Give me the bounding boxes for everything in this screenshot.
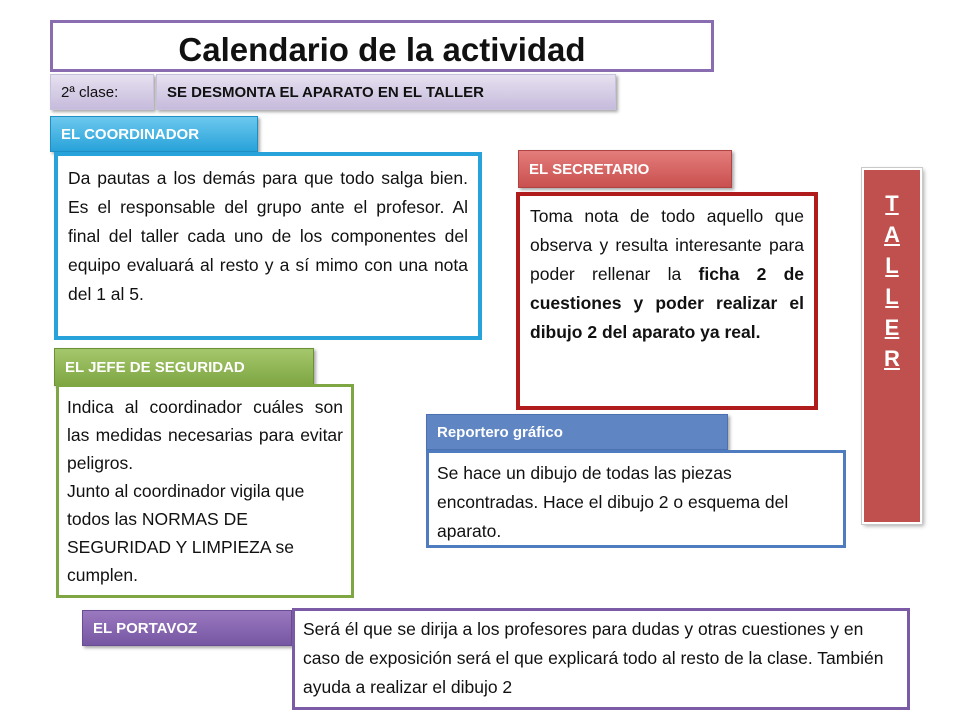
taller-letter: L [885,284,899,309]
taller-letter: R [884,346,900,371]
reportero-text: Se hace un dibujo de todas las piezas encontradas. Hace el dibujo 2 o esquema del aparato. [426,450,846,548]
jefe-seguridad-text [56,384,354,598]
taller-letter: E [884,315,900,340]
taller-letter: T [885,191,899,216]
session-value: SE DESMONTA EL APARATO EN EL TALLER [156,74,616,110]
page-title: Calendario de la actividad [50,20,714,72]
secretario-text-plain: Toma nota de todo aquello que observa y resulta interesante para poder rellenar la [530,206,804,284]
jefe-seguridad-heading: EL JEFE DE SEGURIDAD [54,348,314,386]
reportero-heading: Reportero gráfico [426,414,728,450]
taller-banner [862,168,922,524]
secretario-heading: EL SECRETARIO [518,150,732,188]
secretario-text [516,192,818,410]
secretario-text-bold: ficha 2 de cuestiones y poder realizar el dibujo 2 del aparato ya real. [530,264,804,342]
jefe-seguridad-text-2: Junto al coordinador vigila que todos las NORMAS DE SEGURIDAD Y LIMPIEZA se cumplen. [67,481,305,585]
portavoz-heading: EL PORTAVOZ [82,610,292,646]
coordinador-heading: EL COORDINADOR [50,116,258,152]
taller-letter: L [885,253,899,278]
session-label: 2ª clase: [50,74,154,110]
coordinador-text: Da pautas a los demás para que todo salga bien. Es el responsable del grupo ante el profesor. Al final del taller cada uno de los componentes del equipo evaluará al resto y a sí mimo con una nota del 1 al 5. [54,152,482,340]
taller-letter: A [884,222,900,247]
portavoz-text: Será él que se dirija a los profesores para dudas y otras cuestiones y en caso de exposición será el que explicará todo al resto de la clase. También ayuda a realizar el dibujo 2 [292,608,910,710]
jefe-seguridad-text-1: Indica al coordinador cuáles son las medidas necesarias para evitar peligros. [67,397,343,473]
